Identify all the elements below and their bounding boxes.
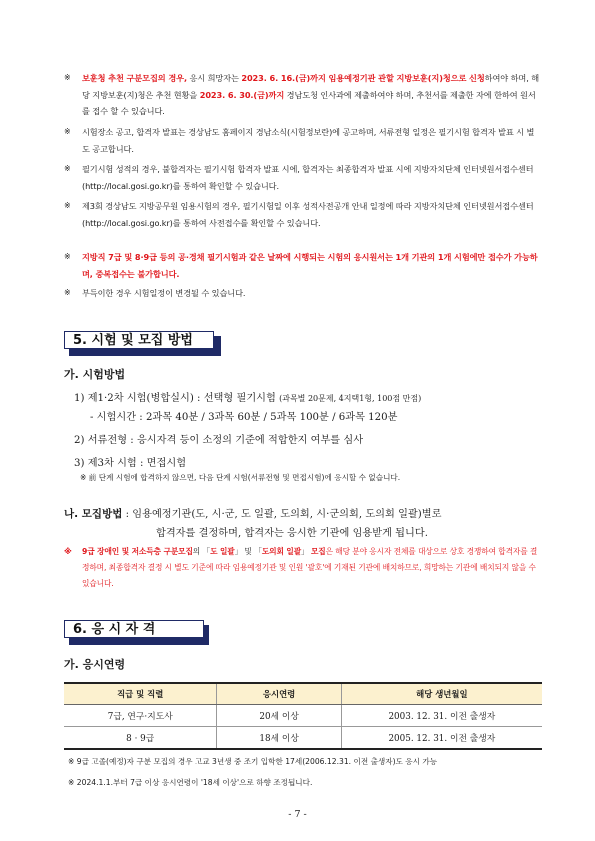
note-text: 필기시험 성적의 경우, 불합격자는 필기시험 합격자 발표 시에, 합격자는 최종합격자 발표 시에 지방자치단체 인터넷원서접수센터(http://local.gosi.go.kr)를 통하여 확인할 수 있습니다. — [82, 164, 534, 191]
exam-step-1-detail: (과목별 20문제, 4지택1형, 100점 만점) — [279, 394, 422, 403]
note-text: 응시 희망자는 — [186, 73, 242, 83]
note-highlight: 2023. 6. 16.(금)까지 임용예정기관 관할 지방보훈(지)청으로 신청 — [241, 73, 485, 83]
table-cell: 8 · 9급 — [64, 727, 217, 750]
note-highlight: 2023. 6. 30.(금)까지 — [199, 89, 285, 100]
subheading-age: 가. 응시연령 — [64, 658, 126, 671]
table-row — [64, 705, 542, 727]
note-mark: ※ — [64, 73, 71, 82]
note-veterans-recommendation — [64, 70, 542, 120]
table-cell: 18세 이상 — [217, 727, 341, 750]
recruit-method-text: : 임용예정기관(도, 시·군, 도 일괄, 도의회, 시·군의회, 도의회 일괄)별로 — [122, 509, 442, 520]
table-header: 해당 생년월일 — [341, 683, 542, 705]
table-row — [64, 727, 542, 750]
recruit-method-label: 나. 모집방법 — [64, 508, 123, 520]
note-highlight: 보훈청 추천 구분모집의 경우, — [82, 73, 187, 83]
note-text: 부득이한 경우 시험일정이 변경될 수 있습니다. — [82, 288, 246, 298]
note-highlight: 도의회 일괄 — [261, 547, 302, 556]
recruit-method-text-2: 합격자를 결정하며, 합격자는 응시한 기관에 임용받게 됩니다. — [156, 528, 428, 539]
note-mark: ※ — [64, 252, 71, 261]
note-text: 하여야 하며, 해당 지방보훈(지)청은 추천 현황을 — [82, 73, 540, 100]
table-cell: 2005. 12. 31. 이전 출생자 — [341, 727, 542, 750]
note-score-preview — [64, 198, 542, 231]
section-title: 6. 응 시 자 격 — [64, 620, 204, 638]
note-text: 경남도청 인사과에 제출하여야 하며, 추천서를 제출한 자에 한하여 원서를 접수 할 수 있습니다. — [82, 89, 536, 116]
note-mark: ※ — [64, 127, 71, 136]
exam-step-3: 3) 제3차 시험 : 면접시험 — [74, 458, 187, 469]
table-header: 응시연령 — [217, 683, 341, 705]
note-mark: ※ — [64, 201, 71, 210]
exam-step-1 — [74, 389, 421, 404]
note-text: 제3회 경상남도 지방공무원 임용시험의 경우, 필기시험일 이후 성적사전공개 안내 일정에 따라 지방자치단체 인터넷원서접수센터(http://local.gosi.go.kr)를 통하여 사전접수를 확인할 수 있습니다. — [82, 201, 534, 228]
note-bulk-recruitment — [64, 544, 542, 592]
note-mark: ※ — [64, 288, 71, 297]
age-requirement-table — [64, 682, 542, 750]
exam-step-1-text: 1) 제1·2차 시험(병합실시) : 선택형 필기시험 — [74, 393, 280, 404]
note-mark: ※ — [64, 164, 71, 173]
exam-step-2: 2) 서류전형 : 응시자격 등이 소정의 기준에 적합한지 여부를 심사 — [74, 435, 364, 446]
note-highlight: 지방직 7급 및 8·9급 등의 공·경채 필기시험과 같은 날짜에 시행되는 시험의 응시원서는 1개 기관의 1개 시험에만 접수가 가능하며, 중복접수는 불가합니다. — [82, 252, 538, 279]
note-text: 시험장소 공고, 합격자 발표는 경상남도 홈페이지 경남소식(시험정보란)에 공고하며, 서류전형 일정은 필기시험 합격자 발표 시 별도 공고합니다. — [82, 127, 535, 154]
table-cell: 20세 이상 — [217, 705, 341, 727]
note-exam-venue — [64, 124, 542, 157]
subheading-exam-method: 가. 시험방법 — [64, 368, 126, 381]
note-text: 의 「 — [192, 547, 211, 556]
note-schedule-change — [64, 285, 542, 302]
table-cell: 2003. 12. 31. 이전 출생자 — [341, 705, 542, 727]
age-footnote-1: ※ 9급 고졸(예정)자 구분 모집의 경우 고교 3년생 중 조기 입학한 17세(2006.12.31. 이전 출생자)도 응시 가능 — [68, 757, 438, 766]
table-header-row — [64, 683, 542, 705]
note-highlight: 9급 장애인 및 저소득층 구분모집 — [82, 547, 193, 556]
exam-step-note: ※ 前 단계 시험에 합격하지 않으면, 다음 단계 시험(서류전형 및 면접시험)에 응시할 수 없습니다. — [80, 473, 401, 482]
note-text: 은 해당 분야 응시자 전체를 대상으로 상호 경쟁하여 합격자를 결정하며, 최종합격자 결정 시 별도 기준에 따라 임용예정기관 및 인원 '괄호'에 기재된 기관에 배치하므로, 희망하는 기관에 배치되지 않을 수 있습니다. — [82, 547, 538, 588]
recruit-method — [64, 505, 441, 521]
section-title: 5. 시험 및 모집 방법 — [64, 331, 214, 349]
note-highlight: 도 일괄 — [210, 547, 235, 556]
note-highlight: 모집 — [310, 547, 326, 556]
page-number: - 7 - — [288, 809, 307, 820]
age-footnote-2: ※ 2024.1.1.부터 7급 이상 응시연령이 '18세 이상'으로 하향 조정됩니다. — [68, 778, 313, 787]
note-mark: ※ — [64, 547, 72, 556]
table-header: 직급 및 직렬 — [64, 683, 217, 705]
table-cell: 7급, 연구·지도사 — [64, 705, 217, 727]
note-duplicate-application — [64, 249, 542, 282]
note-text: 」 및 「 — [234, 547, 262, 556]
note-score-check — [64, 161, 542, 194]
note-text: 」 — [301, 547, 311, 556]
exam-duration: - 시험시간 : 2과목 40분 / 3과목 60분 / 5과목 100분 / 6과목 120분 — [90, 412, 398, 423]
